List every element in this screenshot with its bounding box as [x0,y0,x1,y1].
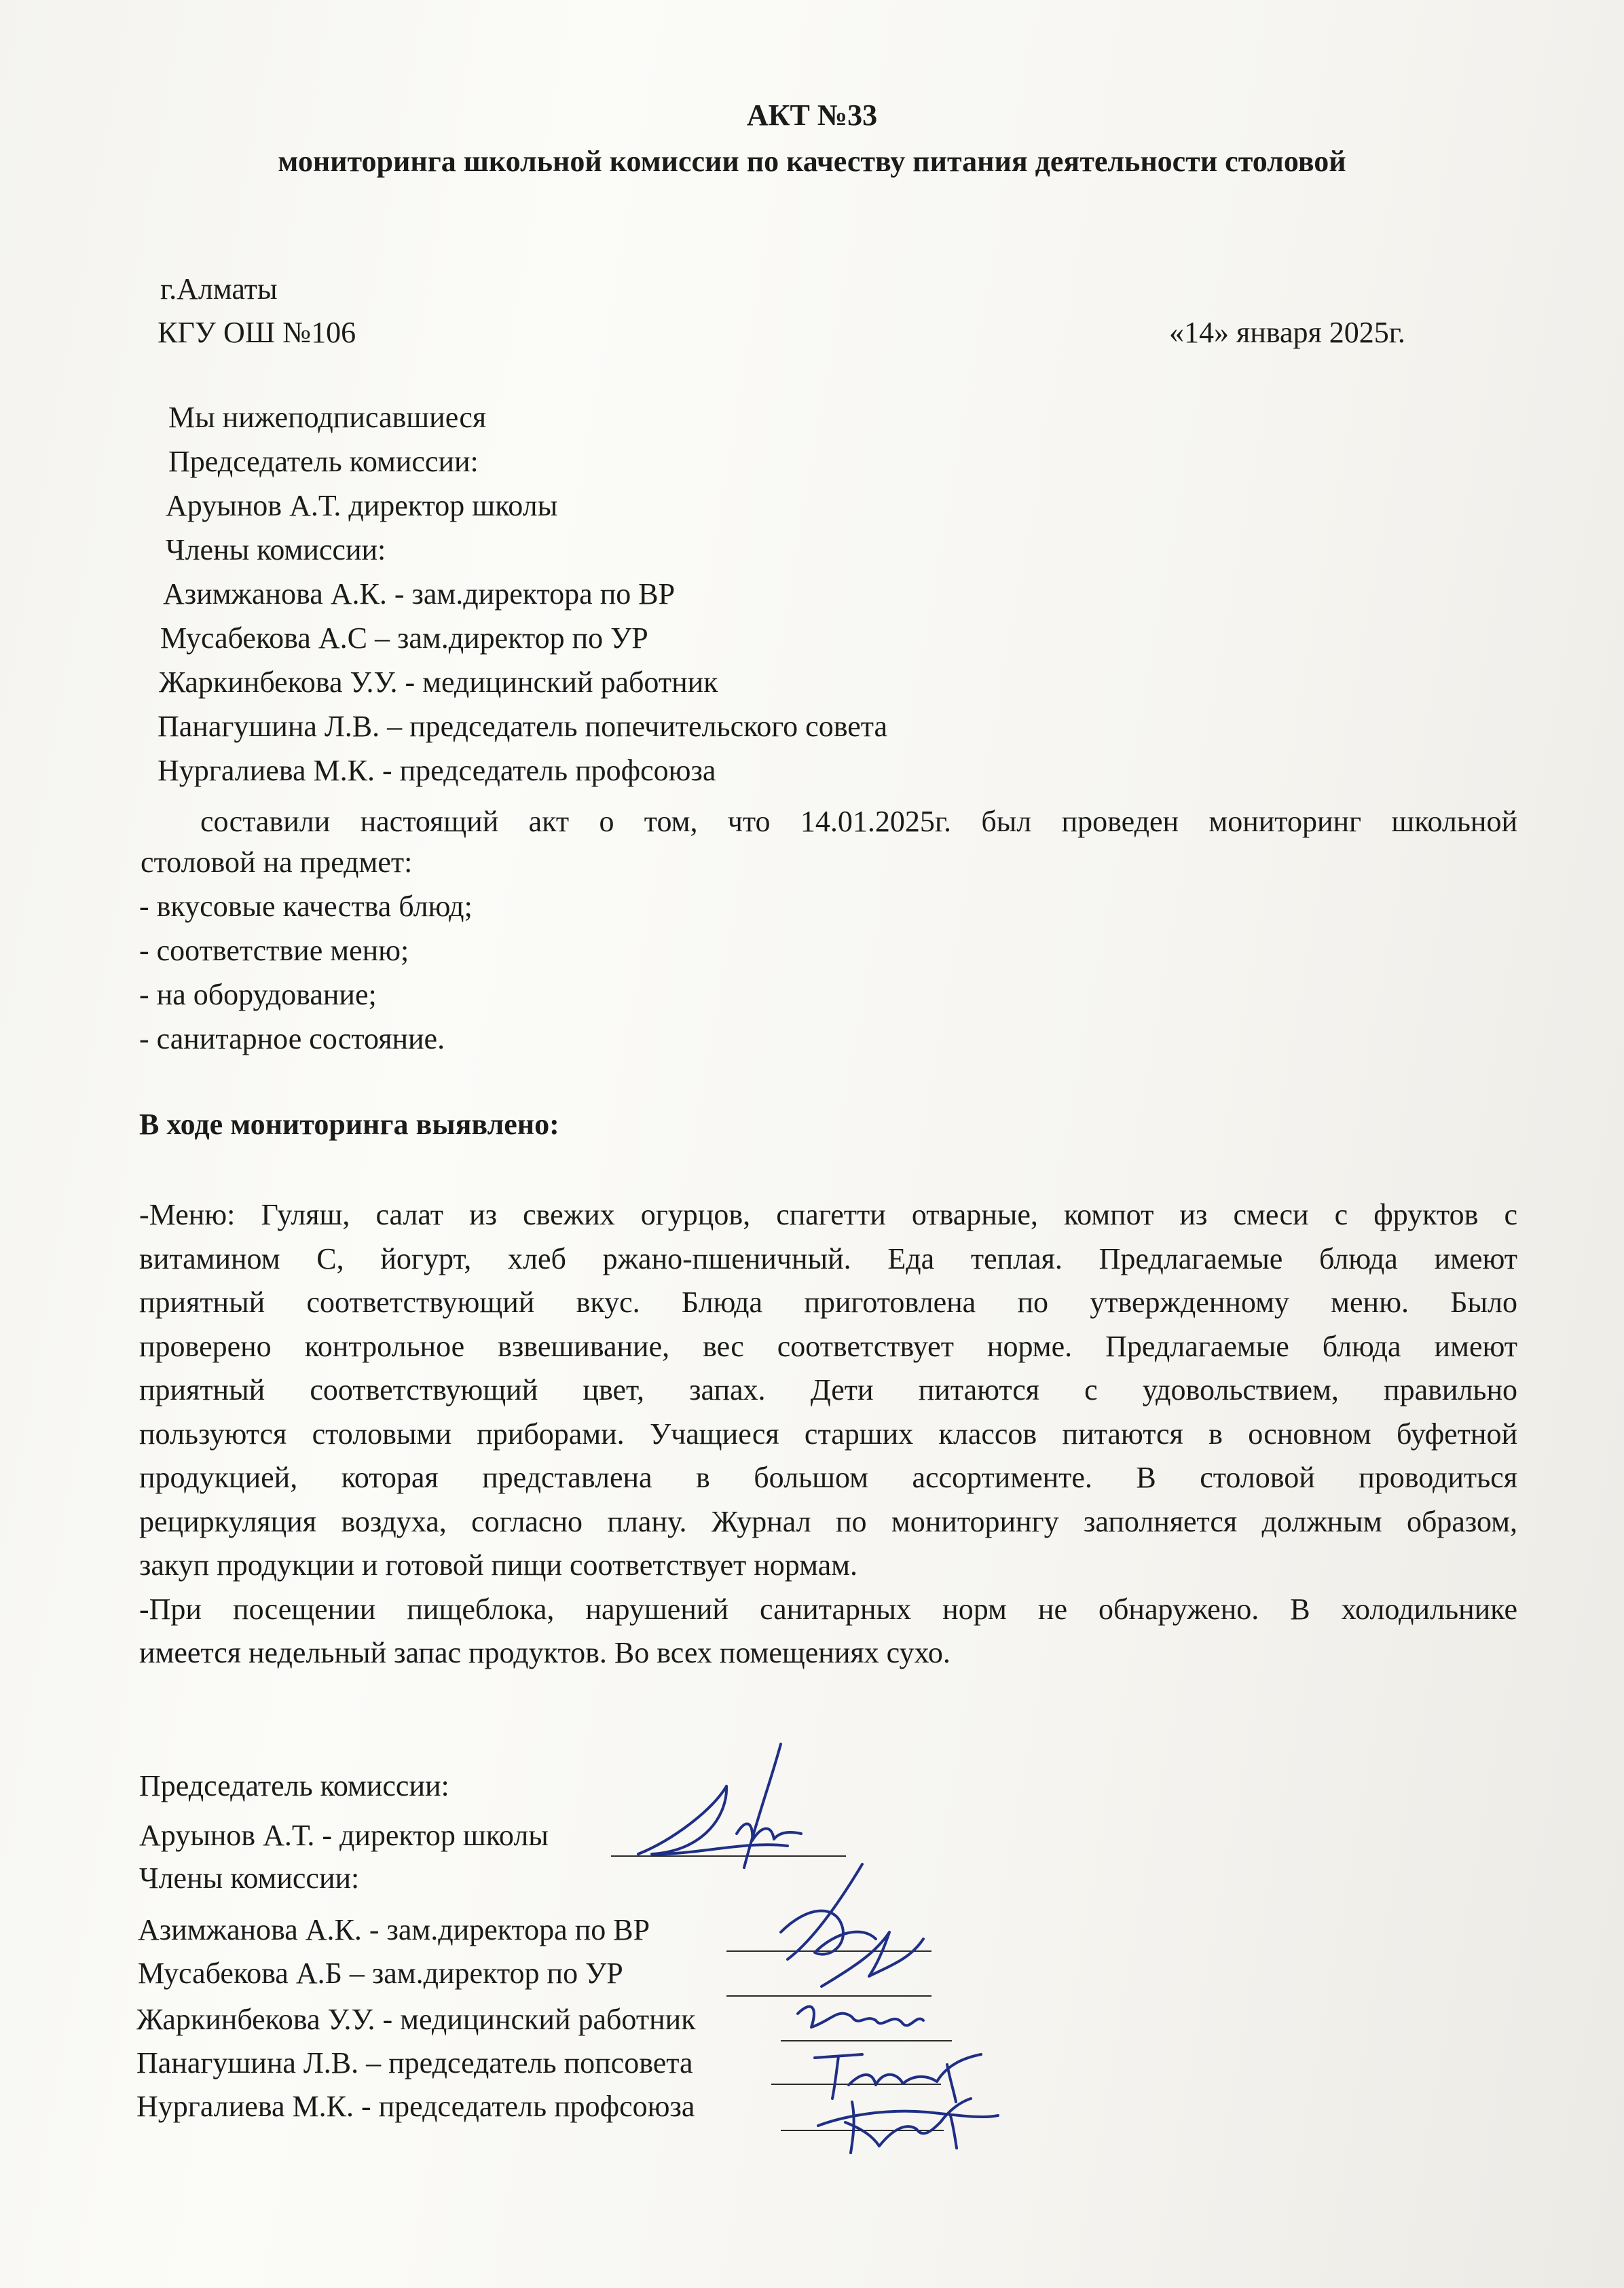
committee-member: Мусабекова А.С – зам.директор по УР [160,621,648,655]
committee-chair-label: Председатель комиссии: [168,445,479,478]
findings-heading: В ходе мониторинга выявлено: [139,1108,559,1141]
text-line: рециркуляция воздуха, согласно плану. Журнал по мониторингу заполняется должным образом, [139,1504,1517,1538]
text-line: проверено контрольное взвешивание, вес соответствует норме. Предлагаемые блюда имеют [139,1329,1517,1363]
purpose-item: - вкусовые качества блюд; [139,890,473,923]
signature-member: Панагушина Л.В. – председатель попсовета [136,2046,693,2080]
text-line: витамином С, йогурт, хлеб ржано-пшеничный. Еда теплая. Предлагаемые блюда имеют [139,1241,1517,1275]
text-line: столовой на предмет: [141,846,413,879]
findings-paragraph [139,1193,1517,1675]
signature-chair-label: Председатель комиссии: [139,1769,449,1802]
purpose-item: - санитарное состояние. [139,1022,445,1055]
city: г.Алматы [160,272,278,306]
signature-member: Нургалиева М.К. - председатель профсоюза [136,2090,695,2123]
text-line: приятный соответствующий вкус. Блюда приготовлена по утвержденному меню. Было [139,1286,1517,1319]
member-signature-image [760,1857,964,1993]
text-line: приятный соответствующий цвет, запах. Дети питаются с удовольствием, правильно [139,1373,1517,1406]
document-subtitle: мониторинга школьной комиссии по качеству питания деятельности столовой [278,145,1346,178]
signature-member: Жаркинбекова У.У. - медицинский работник [136,2003,696,2036]
committee-intro: Мы нижеподписавшиеся [168,401,487,434]
text-line: -При посещении пищеблока, нарушений санитарных норм не обнаружено. В холодильнике [139,1592,1517,1626]
purpose-item: - на оборудование; [139,978,377,1011]
committee-chair: Аруынов А.Т. директор школы [166,489,558,522]
text-line: -Меню: Гуляш, салат из свежих огурцов, спагетти отварные, компот из смеси с фруктов с [139,1198,1517,1231]
text-line: имеется недельный запас продуктов. Во всех помещениях сухо. [139,1636,951,1669]
document-title: АКТ №33 [746,98,878,132]
organization: КГУ ОШ №106 [158,316,356,349]
purpose-item: - соответствие меню; [139,934,409,967]
text-line: продукцией, которая представлена в большом ассортименте. В столовой проводиться [139,1461,1517,1494]
committee-members-label: Члены комиссии: [166,533,386,566]
committee-member: Азимжанова А.К. - зам.директора по ВР [163,577,676,611]
member-signature-image [805,2088,1001,2156]
signature-chair: Аруынов А.Т. - директор школы [139,1819,549,1852]
signature-member: Мусабекова А.Б – зам.директор по УР [138,1957,623,1990]
committee-member: Панагушина Л.В. – председатель попечительского совета [158,710,888,743]
text-line: пользуются столовыми приборами. Учащиеся старших классов питаются в основном буфетной [139,1417,1517,1451]
signature-members-label: Члены комиссии: [139,1862,360,1895]
text-line: составили настоящий акт о том, что 14.01.2025г. был проведен мониторинг школьной [200,805,1517,838]
committee-member: Нургалиева М.К. - председатель профсоюза [158,754,716,787]
member-signature-image [791,1993,927,2048]
purpose-paragraph [200,800,1517,844]
text-line: закуп продукции и готовой пищи соответствует нормам. [139,1548,857,1582]
document-date: «14» января 2025г. [1169,316,1405,349]
signature-member: Азимжанова А.К. - зам.директора по ВР [138,1913,650,1946]
committee-member: Жаркинбекова У.У. - медицинский работник [159,666,718,699]
